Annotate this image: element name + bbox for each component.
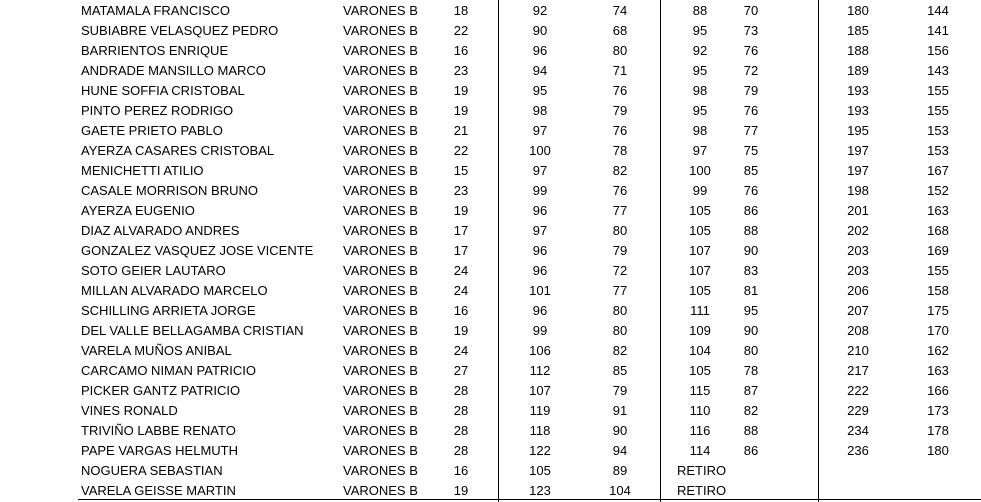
category: VARONES B (343, 263, 418, 278)
net-round-2: 76 (743, 43, 759, 58)
gross-total: 222 (847, 383, 869, 398)
handicap: 22 (453, 143, 469, 158)
net-round-2: 88 (743, 423, 759, 438)
net-round-2: 79 (743, 83, 759, 98)
gross-round-2: 100 (689, 163, 711, 178)
handicap: 22 (453, 23, 469, 38)
gross-round-1: 97 (532, 163, 548, 178)
gross-round-2: 105 (689, 223, 711, 238)
table-row (0, 241, 981, 261)
category: VARONES B (343, 343, 418, 358)
net-round-1: 79 (612, 103, 628, 118)
table-row (0, 361, 981, 381)
gross-total: 201 (847, 203, 869, 218)
handicap: 28 (453, 403, 469, 418)
handicap: 15 (453, 163, 469, 178)
player-name: CASALE MORRISON BRUNO (81, 183, 258, 198)
net-total: 162 (927, 343, 949, 358)
net-round-1: 77 (612, 203, 628, 218)
net-round-1: 85 (612, 363, 628, 378)
gross-round-2: 111 (690, 303, 710, 318)
gross-total: 193 (847, 83, 869, 98)
net-round-2: 76 (743, 183, 759, 198)
category: VARONES B (343, 483, 418, 498)
net-total: 178 (927, 423, 949, 438)
gross-total: 198 (847, 183, 869, 198)
player-name: BARRIENTOS ENRIQUE (81, 43, 229, 58)
table-row (0, 201, 981, 221)
net-round-1: 91 (612, 403, 628, 418)
gross-total: 197 (847, 163, 869, 178)
gross-round-2: 109 (689, 323, 711, 338)
gross-total: 208 (847, 323, 869, 338)
net-total: 170 (927, 323, 949, 338)
gross-round-2: 114 (689, 443, 711, 458)
player-name: SOTO GEIER LAUTARO (81, 263, 226, 278)
category: VARONES B (343, 423, 418, 438)
player-name: AYERZA EUGENIO (81, 203, 195, 218)
player-name: GAETE PRIETO PABLO (81, 123, 223, 138)
table-row (0, 421, 981, 441)
table-row (0, 21, 981, 41)
category: VARONES B (343, 143, 418, 158)
net-total: 169 (927, 243, 949, 258)
table-row (0, 41, 981, 61)
gross-round-2: 95 (692, 103, 708, 118)
gross-round-1: 99 (532, 323, 548, 338)
gross-round-1: 97 (532, 223, 548, 238)
net-total: 168 (927, 223, 949, 238)
net-total: 153 (927, 123, 949, 138)
net-round-1: 79 (612, 243, 628, 258)
category: VARONES B (343, 243, 418, 258)
player-name: SUBIABRE VELASQUEZ PEDRO (81, 23, 279, 38)
table-row (0, 61, 981, 81)
category: VARONES B (343, 223, 418, 238)
gross-round-2: 98 (692, 83, 708, 98)
net-total: 155 (927, 83, 949, 98)
player-name: ANDRADE MANSILLO MARCO (81, 63, 266, 78)
table-row (0, 121, 981, 141)
player-name: GONZALEZ VASQUEZ JOSE VICENTE (81, 243, 314, 258)
net-round-2: 95 (743, 303, 759, 318)
net-round-2: 81 (743, 283, 759, 298)
table-row (0, 341, 981, 361)
player-name: MATAMALA FRANCISCO (81, 3, 231, 18)
table-row (0, 481, 981, 501)
gross-total: 197 (847, 143, 869, 158)
handicap: 28 (453, 423, 469, 438)
gross-total: 185 (847, 23, 869, 38)
gross-round-2: 95 (692, 23, 708, 38)
net-round-1: 68 (612, 23, 628, 38)
table-row (0, 181, 981, 201)
net-total: 155 (927, 263, 949, 278)
gross-round-1: 96 (532, 263, 548, 278)
net-total: 173 (927, 403, 949, 418)
player-name: NOGUERA SEBASTIAN (81, 463, 223, 478)
gross-total: 189 (847, 63, 869, 78)
gross-round-1: 112 (529, 363, 551, 378)
gross-round-1: 96 (532, 203, 548, 218)
player-name: SCHILLING ARRIETA JORGE (81, 303, 256, 318)
net-round-1: 90 (612, 423, 628, 438)
gross-round-1: 123 (529, 483, 551, 498)
gross-round-2: 110 (689, 403, 711, 418)
gross-round-1: 96 (532, 43, 548, 58)
player-name: MENICHETTI ATILIO (81, 163, 204, 178)
gross-total: 195 (847, 123, 869, 138)
category: VARONES B (343, 103, 418, 118)
net-round-1: 76 (612, 123, 628, 138)
category: VARONES B (343, 43, 418, 58)
handicap: 24 (453, 283, 469, 298)
net-round-1: 72 (612, 263, 628, 278)
net-round-1: 77 (612, 283, 628, 298)
category: VARONES B (343, 23, 418, 38)
net-round-2: 77 (743, 123, 759, 138)
net-round-2: 80 (743, 343, 759, 358)
net-round-2: 90 (743, 243, 759, 258)
net-total: 155 (927, 103, 949, 118)
gross-round-1: 122 (529, 443, 551, 458)
category: VARONES B (343, 323, 418, 338)
net-round-1: 94 (612, 443, 628, 458)
gross-round-1: 97 (532, 123, 548, 138)
handicap: 24 (453, 263, 469, 278)
gross-round-1: 107 (529, 383, 551, 398)
table-row (0, 101, 981, 121)
player-name: MILLAN ALVARADO MARCELO (81, 283, 268, 298)
net-total: 167 (927, 163, 949, 178)
gross-round-2: 105 (689, 283, 711, 298)
handicap: 18 (453, 3, 469, 18)
net-total: 143 (927, 63, 949, 78)
player-name: CARCAMO NIMAN PATRICIO (81, 363, 257, 378)
table-row (0, 1, 981, 21)
player-name: PINTO PEREZ RODRIGO (81, 103, 234, 118)
handicap: 16 (453, 303, 469, 318)
gross-total: 193 (847, 103, 869, 118)
net-total: 163 (927, 363, 949, 378)
gross-round-2: 105 (689, 363, 711, 378)
net-round-1: 80 (612, 303, 628, 318)
gross-round-1: 96 (532, 303, 548, 318)
handicap: 27 (453, 363, 469, 378)
player-name: DIAZ ALVARADO ANDRES (81, 223, 240, 238)
gross-round-1: 95 (532, 83, 548, 98)
handicap: 17 (453, 243, 469, 258)
gross-total: 206 (847, 283, 869, 298)
net-round-2: 83 (743, 263, 759, 278)
gross-round-2: 95 (692, 63, 708, 78)
net-total: 175 (927, 303, 949, 318)
gross-round-2: 107 (689, 243, 711, 258)
net-round-2: 86 (743, 203, 759, 218)
category: VARONES B (343, 363, 418, 378)
net-round-2: 78 (743, 363, 759, 378)
player-name: TRIVIÑO LABBE RENATO (81, 423, 236, 438)
gross-total: 234 (847, 423, 869, 438)
gross-total: 203 (847, 243, 869, 258)
player-name: HUNE SOFFIA CRISTOBAL (81, 83, 245, 98)
player-name: PICKER GANTZ PATRICIO (81, 383, 241, 398)
table-row (0, 81, 981, 101)
net-round-2: 70 (743, 3, 759, 18)
net-round-1: 78 (612, 143, 628, 158)
gross-total: 229 (847, 403, 869, 418)
category: VARONES B (343, 303, 418, 318)
net-round-2: 85 (743, 163, 759, 178)
handicap: 16 (453, 43, 469, 58)
net-total: 152 (927, 183, 949, 198)
gross-round-1: 100 (529, 143, 551, 158)
category: VARONES B (343, 383, 418, 398)
net-round-2: 82 (743, 403, 759, 418)
handicap: 19 (453, 203, 469, 218)
category: VARONES B (343, 283, 418, 298)
net-total: 156 (927, 43, 949, 58)
net-total: 141 (927, 23, 949, 38)
table-row (0, 281, 981, 301)
gross-total: 217 (847, 363, 869, 378)
net-total: 144 (927, 3, 949, 18)
handicap: 17 (453, 223, 469, 238)
net-round-2: 73 (743, 23, 759, 38)
gross-total: 180 (847, 3, 869, 18)
gross-total: 202 (847, 223, 869, 238)
table-row (0, 141, 981, 161)
table-row (0, 401, 981, 421)
gross-round-2: 92 (692, 43, 708, 58)
status: RETIRO (677, 483, 727, 498)
gross-round-2: 104 (689, 343, 711, 358)
net-round-1: 80 (612, 43, 628, 58)
net-total: 180 (927, 443, 949, 458)
net-total: 153 (927, 143, 949, 158)
gross-round-1: 94 (532, 63, 548, 78)
gross-round-1: 99 (532, 183, 548, 198)
net-round-1: 82 (612, 163, 628, 178)
handicap: 28 (453, 443, 469, 458)
gross-round-1: 101 (529, 283, 551, 298)
gross-round-2: 116 (689, 423, 711, 438)
handicap: 19 (453, 323, 469, 338)
table-row (0, 161, 981, 181)
table-row (0, 381, 981, 401)
net-round-2: 90 (743, 323, 759, 338)
net-round-2: 88 (743, 223, 759, 238)
gross-total: 207 (847, 303, 869, 318)
gross-round-2: 99 (692, 183, 708, 198)
handicap: 19 (453, 83, 469, 98)
gross-round-1: 90 (532, 23, 548, 38)
net-round-1: 80 (612, 323, 628, 338)
net-round-2: 87 (743, 383, 759, 398)
gross-round-2: 105 (689, 203, 711, 218)
net-round-2: 86 (743, 443, 759, 458)
player-name: PAPE VARGAS HELMUTH (81, 443, 238, 458)
net-round-1: 71 (612, 63, 628, 78)
player-name: AYERZA CASARES CRISTOBAL (81, 143, 275, 158)
category: VARONES B (343, 123, 418, 138)
player-name: VARELA GEISSE MARTIN (81, 483, 236, 498)
category: VARONES B (343, 463, 418, 478)
gross-total: 236 (847, 443, 869, 458)
handicap: 19 (453, 103, 469, 118)
net-round-2: 75 (743, 143, 759, 158)
player-name: VARELA MUÑOS ANIBAL (81, 343, 232, 358)
net-round-2: 76 (743, 103, 759, 118)
net-total: 158 (927, 283, 949, 298)
table-row (0, 301, 981, 321)
table-row (0, 221, 981, 241)
category: VARONES B (343, 443, 418, 458)
net-round-1: 80 (612, 223, 628, 238)
handicap: 23 (453, 183, 469, 198)
net-round-1: 104 (609, 483, 631, 498)
net-round-1: 89 (612, 463, 628, 478)
handicap: 28 (453, 383, 469, 398)
table-row (0, 441, 981, 461)
table-row (0, 321, 981, 341)
handicap: 24 (453, 343, 469, 358)
category: VARONES B (343, 83, 418, 98)
gross-round-2: 97 (692, 143, 708, 158)
category: VARONES B (343, 203, 418, 218)
net-round-1: 79 (612, 383, 628, 398)
category: VARONES B (343, 403, 418, 418)
net-round-1: 82 (612, 343, 628, 358)
gross-round-1: 96 (532, 243, 548, 258)
gross-round-2: 88 (692, 3, 708, 18)
handicap: 16 (453, 463, 469, 478)
net-round-1: 76 (612, 83, 628, 98)
gross-round-1: 105 (529, 463, 551, 478)
status: RETIRO (677, 463, 727, 478)
category: VARONES B (343, 183, 418, 198)
gross-round-1: 118 (529, 423, 551, 438)
net-round-2: 72 (743, 63, 759, 78)
table-row (0, 261, 981, 281)
category: VARONES B (343, 163, 418, 178)
gross-round-2: 98 (692, 123, 708, 138)
category: VARONES B (343, 63, 418, 78)
table-row (0, 461, 981, 481)
player-name: DEL VALLE BELLAGAMBA CRISTIAN (81, 323, 304, 338)
category: VARONES B (343, 3, 418, 18)
gross-round-2: 107 (689, 263, 711, 278)
net-round-1: 74 (612, 3, 628, 18)
gross-round-1: 92 (532, 3, 548, 18)
net-total: 163 (927, 203, 949, 218)
gross-total: 188 (847, 43, 869, 58)
gross-round-1: 98 (532, 103, 548, 118)
net-total: 166 (927, 383, 949, 398)
handicap: 21 (453, 123, 469, 138)
gross-round-1: 106 (529, 343, 551, 358)
gross-round-2: 115 (689, 383, 711, 398)
gross-round-1: 119 (529, 403, 551, 418)
gross-total: 203 (847, 263, 869, 278)
net-round-1: 76 (612, 183, 628, 198)
gross-total: 210 (847, 343, 869, 358)
handicap: 19 (453, 483, 469, 498)
player-name: VINES RONALD (81, 403, 178, 418)
handicap: 23 (453, 63, 469, 78)
